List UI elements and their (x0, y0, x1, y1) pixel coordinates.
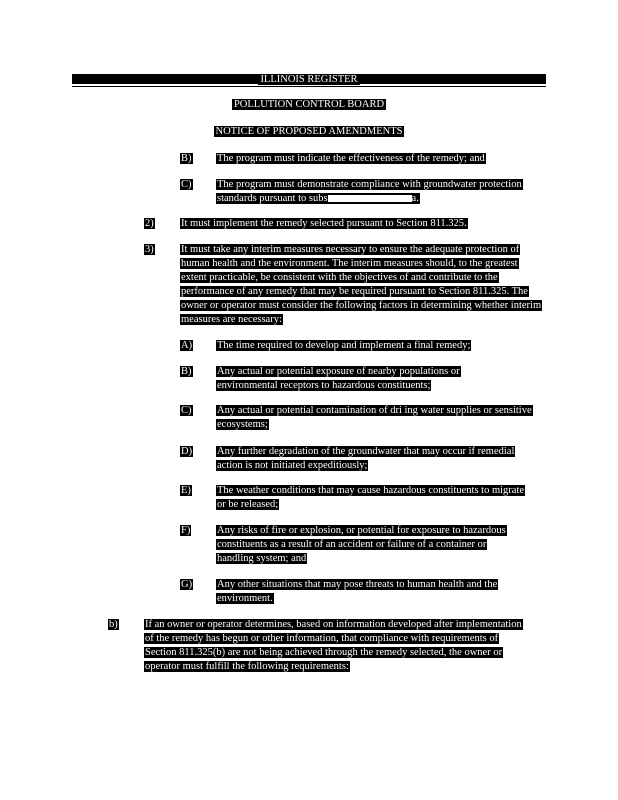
board-title (0, 98, 618, 112)
notice-title (0, 125, 618, 139)
item-label: E) (181, 485, 191, 496)
item-text: Any other situations that may pose threats to human health and the environment. (217, 579, 498, 604)
item-label: G) (181, 579, 193, 590)
item-label: 3) (145, 244, 154, 255)
board-title-text: POLLUTION CONTROL BOARD (233, 99, 385, 110)
item-text: Any further degradation of the groundwater that may occur if remedial action is not initiated expeditiously; (217, 446, 515, 471)
item-label: b) (109, 619, 118, 630)
item-label: 2) (145, 218, 154, 229)
item-text: Any actual or potential contamination of dri ing water supplies or sensitive ecosystems; (217, 405, 532, 430)
item-label: B) (181, 153, 192, 164)
item-text: The program must indicate the effectiveness of the remedy; and (217, 153, 485, 164)
item-label: A) (181, 340, 193, 351)
item-text: It must implement the remedy selected pursuant to Section 811.325. (181, 218, 467, 229)
item-label: F) (181, 525, 191, 536)
redacted-region (328, 195, 412, 202)
item-text: The program must demonstrate compliance with groundwater protection standards pursuant to subs a. (217, 179, 522, 204)
item-text: Any risks of fire or explosion, or potential for exposure to hazardous constituents as a result of an accident or failure of a container or handling system; and (217, 525, 506, 564)
item-label: C) (181, 405, 192, 416)
item-text: The weather conditions that may cause hazardous constituents to migrate or be released; (217, 485, 525, 510)
register-title (0, 73, 618, 87)
notice-title-text: NOTICE OF PROPOSED AMENDMENTS (215, 126, 403, 137)
register-title-text: ILLINOIS REGISTER (260, 74, 358, 85)
item-text: If an owner or operator determines, based on information developed after implementation of the remedy has begun or other information, that compliance with requirements of Section 811.325(b) are not being achieved through the remedy selected, the owner or operator must fulfill the following requirements: (145, 619, 522, 672)
item-label: D) (181, 446, 193, 457)
item-label: B) (181, 366, 192, 377)
item-label: C) (181, 179, 192, 190)
item-text: Any actual or potential exposure of nearby populations or environmental receptors to hazardous constituents; (217, 366, 460, 391)
item-text: The time required to develop and implement a final remedy; (217, 340, 471, 351)
item-text: It must take any interim measures necessary to ensure the adequate protection of human health and the environment. The interim measures should, to the greatest extent practicable, be consistent with the objectives of and contribute to the performance of any remedy that may be required pursuant to Section 811.325. The owner or operator must consider the following factors in determining whether interim measures are necessary: (181, 244, 542, 325)
